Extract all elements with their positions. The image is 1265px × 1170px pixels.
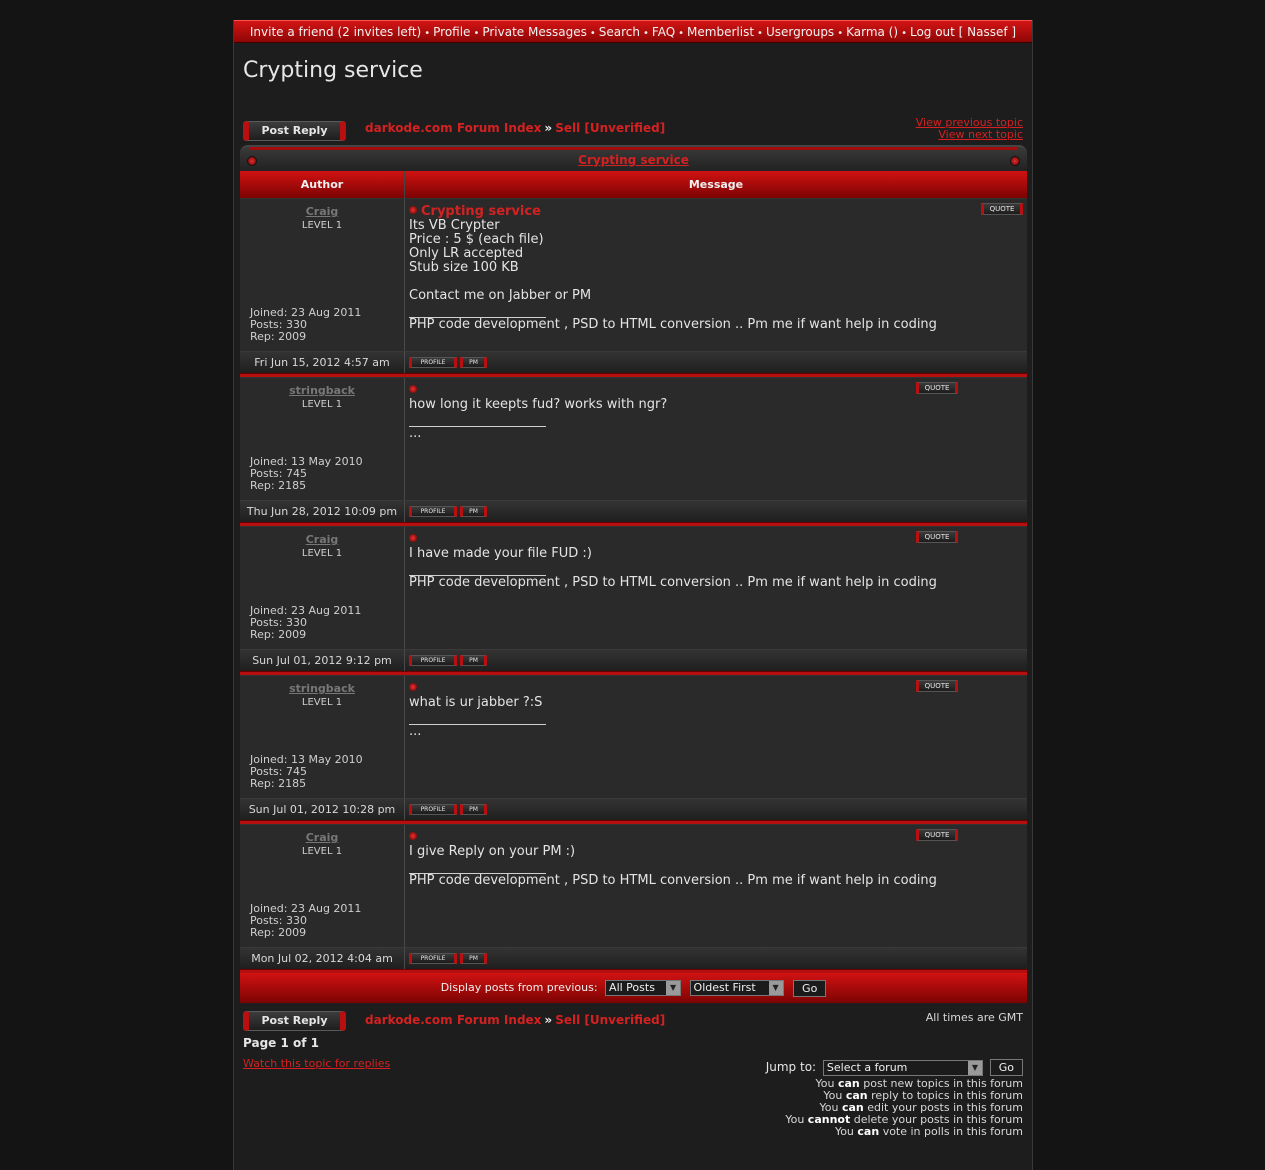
post-footer bbox=[240, 798, 1027, 820]
post-date: Sun Jul 01, 2012 9:12 pm bbox=[240, 650, 405, 671]
table-title-bar bbox=[240, 145, 1027, 171]
breadcrumb bbox=[365, 121, 665, 135]
nav-link-4[interactable]: FAQ bbox=[651, 25, 676, 39]
view-previous-topic-link[interactable]: View previous topic bbox=[915, 116, 1023, 129]
nav-link-3[interactable]: Search bbox=[598, 25, 640, 39]
post-author-panel bbox=[240, 527, 405, 649]
author-level: LEVEL 1 bbox=[301, 399, 343, 410]
post-signature: ... bbox=[409, 426, 422, 441]
post-author-panel bbox=[240, 378, 405, 500]
post bbox=[240, 198, 1027, 377]
permission-verb: can bbox=[857, 1125, 880, 1138]
post-body-line: Stub size 100 KB bbox=[409, 260, 519, 275]
nav-separator: • bbox=[837, 28, 844, 39]
message-column-header: Message bbox=[688, 178, 744, 191]
author-post-count: Posts: 745 bbox=[250, 765, 307, 778]
post-body-line: how long it keepts fud? works with ngr? bbox=[409, 397, 668, 412]
nav-link-2[interactable]: Private Messages bbox=[482, 25, 587, 39]
post-reply-button-bottom[interactable]: Post Reply bbox=[243, 1011, 346, 1031]
post-body-line bbox=[409, 275, 1023, 289]
display-posts-label: Display posts from previous: bbox=[440, 981, 598, 994]
breadcrumb-forum-link[interactable]: Sell [Unverified] bbox=[555, 1013, 666, 1027]
timezone-note: All times are GMT bbox=[925, 1011, 1023, 1024]
jump-to-label: Jump to: bbox=[765, 1060, 817, 1074]
author-joined: Joined: 23 Aug 2011 bbox=[250, 306, 362, 319]
quote-button[interactable]: QUOTE bbox=[916, 382, 958, 394]
posts-table bbox=[240, 145, 1027, 1003]
chevron-down-icon: ▼ bbox=[968, 1061, 982, 1075]
posts-range-select[interactable] bbox=[605, 980, 681, 996]
nav-separator: • bbox=[473, 28, 480, 39]
breadcrumb-forum-link[interactable]: Sell [Unverified] bbox=[555, 121, 666, 135]
author-level: LEVEL 1 bbox=[301, 697, 343, 708]
permission-text: post new topics in this forum bbox=[863, 1077, 1023, 1090]
post-bullet-icon bbox=[409, 206, 417, 214]
post-bullet-icon bbox=[409, 534, 417, 542]
post bbox=[240, 675, 1027, 824]
post-signature: PHP code development , PSD to HTML conversion .. Pm me if want help in coding bbox=[409, 575, 937, 590]
nav-link-6[interactable]: Usergroups bbox=[765, 25, 835, 39]
breadcrumb-arrow: » bbox=[544, 1013, 553, 1027]
page-wrapper bbox=[233, 20, 1033, 1170]
nav-separator: • bbox=[589, 28, 596, 39]
post bbox=[240, 824, 1027, 973]
post-body-line: Contact me on Jabber or PM bbox=[409, 288, 592, 303]
nav-separator: • bbox=[678, 28, 685, 39]
permission-verb: can bbox=[837, 1077, 860, 1090]
author-post-count: Posts: 330 bbox=[250, 914, 307, 927]
author-username-link[interactable]: Craig bbox=[305, 533, 339, 546]
title-left-bullet-icon bbox=[247, 156, 257, 166]
post-body-line: I have made your file FUD :) bbox=[409, 546, 592, 561]
post-reply-button[interactable]: Post Reply bbox=[243, 121, 346, 141]
author-joined: Joined: 23 Aug 2011 bbox=[250, 902, 362, 915]
post-body-line: Only LR accepted bbox=[409, 246, 524, 261]
post-date: Thu Jun 28, 2012 10:09 pm bbox=[240, 501, 405, 522]
nav-separator: • bbox=[642, 28, 649, 39]
author-level: LEVEL 1 bbox=[301, 548, 343, 559]
forum-permissions bbox=[785, 1078, 1023, 1138]
jump-to-form bbox=[766, 1059, 1023, 1076]
author-joined: Joined: 13 May 2010 bbox=[250, 455, 363, 468]
posts-range-value: All Posts bbox=[609, 981, 655, 994]
profile-button[interactable]: PROFILE bbox=[409, 506, 457, 517]
post-signature: ... bbox=[409, 724, 422, 739]
title-right-bullet-icon bbox=[1010, 156, 1020, 166]
post-author-panel bbox=[240, 825, 405, 947]
author-stats bbox=[250, 903, 361, 939]
display-options-bar bbox=[240, 973, 1027, 1003]
author-post-count: Posts: 745 bbox=[250, 467, 307, 480]
post-signature: PHP code development , PSD to HTML conversion .. Pm me if want help in coding bbox=[409, 873, 937, 888]
permission-text: vote in polls in this forum bbox=[882, 1125, 1023, 1138]
post-bullet-icon bbox=[409, 832, 417, 840]
post-date: Sun Jul 01, 2012 10:28 pm bbox=[240, 799, 405, 820]
author-reputation: Rep: 2185 bbox=[250, 777, 307, 790]
post-list bbox=[240, 198, 1027, 973]
post-date: Mon Jul 02, 2012 4:04 am bbox=[240, 948, 405, 969]
post-message bbox=[405, 378, 1027, 500]
author-username-link[interactable]: stringback bbox=[289, 384, 355, 397]
chevron-down-icon: ▼ bbox=[666, 981, 680, 995]
permission-subject: You bbox=[823, 1089, 843, 1102]
quote-button[interactable]: QUOTE bbox=[981, 203, 1023, 215]
permission-text: delete your posts in this forum bbox=[853, 1113, 1023, 1126]
top-navigation bbox=[234, 20, 1032, 43]
breadcrumb-index-link[interactable]: darkode.com Forum Index bbox=[365, 121, 542, 135]
pm-button[interactable]: PM bbox=[460, 953, 487, 964]
jump-to-forum-select[interactable] bbox=[823, 1060, 983, 1076]
permission-text: edit your posts in this forum bbox=[867, 1101, 1023, 1114]
post-message bbox=[405, 527, 1027, 649]
author-stats bbox=[250, 605, 361, 641]
pm-button[interactable]: PM bbox=[460, 357, 487, 368]
table-header bbox=[240, 171, 1027, 198]
permission-subject: You bbox=[819, 1101, 839, 1114]
post-author-panel bbox=[240, 199, 405, 351]
nav-link-8[interactable]: Log out [ Nassef ] bbox=[909, 25, 1017, 39]
quote-button[interactable]: QUOTE bbox=[916, 531, 958, 543]
quote-button[interactable]: QUOTE bbox=[916, 680, 958, 692]
post-author-panel bbox=[240, 676, 405, 798]
post-message bbox=[405, 676, 1027, 798]
author-reputation: Rep: 2185 bbox=[250, 479, 307, 492]
post bbox=[240, 377, 1027, 526]
nav-link-5[interactable]: Memberlist bbox=[687, 25, 755, 39]
author-joined: Joined: 23 Aug 2011 bbox=[250, 604, 362, 617]
author-stats bbox=[250, 456, 363, 492]
author-level: LEVEL 1 bbox=[301, 220, 343, 231]
sort-order-value: Oldest First bbox=[693, 981, 756, 994]
permission-line bbox=[785, 1126, 1023, 1138]
breadcrumb-index-link[interactable]: darkode.com Forum Index bbox=[365, 1013, 542, 1027]
post-signature: PHP code development , PSD to HTML conversion .. Pm me if want help in coding bbox=[409, 317, 937, 332]
post-message bbox=[405, 825, 1027, 947]
pm-button[interactable]: PM bbox=[460, 804, 487, 815]
nav-link-1[interactable]: Profile bbox=[433, 25, 471, 39]
author-reputation: Rep: 2009 bbox=[250, 330, 307, 343]
author-username-link[interactable]: Craig bbox=[305, 831, 339, 844]
author-stats bbox=[250, 307, 361, 343]
chevron-down-icon: ▼ bbox=[769, 981, 783, 995]
post-footer bbox=[240, 351, 1027, 373]
profile-button[interactable]: PROFILE bbox=[409, 804, 457, 815]
table-title-link[interactable]: Crypting service bbox=[578, 153, 689, 167]
author-reputation: Rep: 2009 bbox=[250, 628, 307, 641]
post-subject: Crypting service bbox=[421, 204, 541, 219]
permission-verb: can bbox=[841, 1101, 864, 1114]
pm-button[interactable]: PM bbox=[460, 506, 487, 517]
post-body-line: what is ur jabber ?:S bbox=[409, 695, 543, 710]
permission-verb: can bbox=[845, 1089, 868, 1102]
post-bullet-icon bbox=[409, 683, 417, 691]
jump-to-value: Select a forum bbox=[826, 1060, 908, 1074]
jump-go-button[interactable]: Go bbox=[990, 1059, 1023, 1076]
post-footer bbox=[240, 500, 1027, 522]
author-level: LEVEL 1 bbox=[301, 846, 343, 857]
nav-separator: • bbox=[901, 28, 907, 39]
post-date: Fri Jun 15, 2012 4:57 am bbox=[240, 352, 405, 373]
post-footer bbox=[240, 649, 1027, 671]
author-column-header: Author bbox=[240, 171, 405, 198]
permission-verb: cannot bbox=[807, 1113, 851, 1126]
profile-button[interactable]: PROFILE bbox=[409, 953, 457, 964]
post-body-line: Its VB Crypter bbox=[409, 218, 500, 233]
permission-subject: You bbox=[815, 1077, 835, 1090]
nav-link-0[interactable]: Invite a friend (2 invites left) bbox=[249, 25, 422, 39]
display-go-button[interactable]: Go bbox=[793, 980, 826, 997]
post bbox=[240, 526, 1027, 675]
pagination-label: Page 1 of 1 bbox=[243, 1036, 319, 1050]
author-username-link[interactable]: stringback bbox=[289, 682, 355, 695]
breadcrumb-arrow: » bbox=[544, 121, 553, 135]
author-reputation: Rep: 2009 bbox=[250, 926, 307, 939]
nav-separator: • bbox=[424, 28, 431, 39]
post-body-line: Price : 5 $ (each file) bbox=[409, 232, 544, 247]
nav-separator: • bbox=[757, 28, 763, 39]
nav-link-7[interactable]: Karma () bbox=[846, 25, 899, 39]
post-footer bbox=[240, 947, 1027, 969]
author-joined: Joined: 13 May 2010 bbox=[250, 753, 363, 766]
author-post-count: Posts: 330 bbox=[250, 318, 307, 331]
permission-subject: You bbox=[834, 1125, 854, 1138]
permission-subject: You bbox=[785, 1113, 805, 1126]
author-username-link[interactable]: Craig bbox=[305, 205, 339, 218]
sort-order-select[interactable] bbox=[690, 980, 784, 996]
view-next-topic-link[interactable]: View next topic bbox=[938, 128, 1023, 141]
profile-button[interactable]: PROFILE bbox=[409, 655, 457, 666]
pm-button[interactable]: PM bbox=[460, 655, 487, 666]
page-title: Crypting service bbox=[243, 58, 423, 83]
watch-topic-link[interactable]: Watch this topic for replies bbox=[243, 1057, 391, 1070]
permission-text: reply to topics in this forum bbox=[871, 1089, 1023, 1102]
post-bullet-icon bbox=[409, 385, 417, 393]
topic-navigation bbox=[916, 117, 1023, 141]
title-accent-bar bbox=[250, 147, 1017, 150]
breadcrumb-bottom bbox=[365, 1013, 665, 1027]
post-message bbox=[405, 199, 1027, 351]
post-body-line: I give Reply on your PM :) bbox=[409, 844, 576, 859]
quote-button[interactable]: QUOTE bbox=[916, 829, 958, 841]
author-post-count: Posts: 330 bbox=[250, 616, 307, 629]
author-stats bbox=[250, 754, 363, 790]
profile-button[interactable]: PROFILE bbox=[409, 357, 457, 368]
